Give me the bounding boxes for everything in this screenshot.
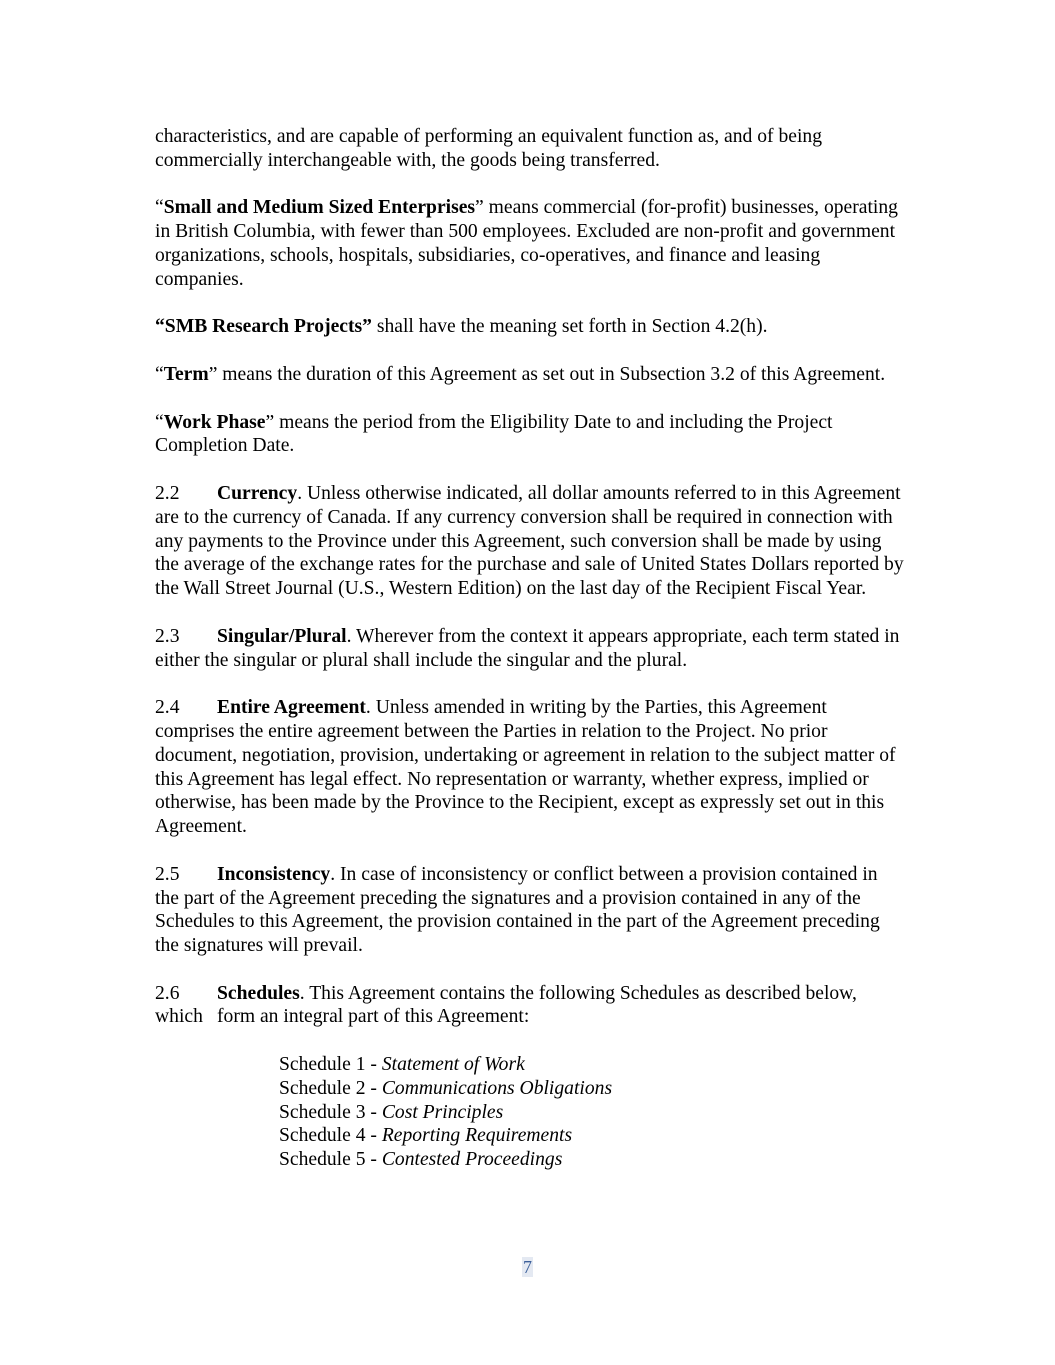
schedule-item <box>279 1148 905 1172</box>
section-2-6-schedules <box>155 982 905 1030</box>
section-heading: Inconsistency <box>217 863 331 885</box>
definition-smb-research-projects <box>155 315 905 339</box>
section-heading: Currency <box>217 482 298 504</box>
schedule-title: Statement of Work <box>381 1054 525 1076</box>
schedule-prefix: Schedule 2 - <box>279 1077 382 1099</box>
section-2-5-inconsistency <box>155 863 905 958</box>
definition-text: means the duration of this Agreement as set out in Subsection 3.2 of this Agreement. <box>217 363 886 385</box>
section-heading: Entire Agreement <box>217 697 366 719</box>
section-text: . This Agreement contains the following Schedules as described below, <box>299 982 857 1004</box>
defined-term: Small and Medium Sized Enterprises <box>163 197 476 219</box>
definition-text: means the period from the Eligibility Date to and including the Project Completion Date. <box>155 411 833 457</box>
section-text-continued: form an integral part of this Agreement: <box>217 1006 530 1028</box>
close-quote: ” <box>265 411 275 433</box>
schedule-prefix: Schedule 1 - <box>279 1054 382 1076</box>
section-heading: Schedules <box>217 982 300 1004</box>
definition-small-medium-enterprises <box>155 196 905 291</box>
schedule-item <box>279 1053 905 1077</box>
close-quote: ” <box>208 363 218 385</box>
section-text: . Wherever from the context it appears appropriate, each term stated in either the singular or plural shall include the singular and the plural. <box>155 625 900 671</box>
definition-work-phase <box>155 411 905 459</box>
schedule-prefix: Schedule 4 - <box>279 1125 382 1147</box>
section-number: 2.4 <box>155 697 180 719</box>
schedule-item <box>279 1124 905 1148</box>
page-number <box>0 1256 1055 1280</box>
schedule-title: Cost Principles <box>381 1101 504 1123</box>
schedule-item <box>279 1101 905 1125</box>
carryover-paragraph: characteristics, and are capable of performing an equivalent function as, and of being commercially interchangeable with, the goods being transferred. <box>155 126 822 171</box>
section-text: . Unless amended in writing by the Parties, this Agreement comprises the entire agreement between the Parties in relation to the Project. No prior document, negotiation, provision, undertaking or agreement in relation to the subject matter of this Agreement has legal effect. No representation or warranty, whether express, implied or otherwise, has been made by the Province to the Recipient, except as expressly set out in this Agreement. <box>155 697 896 838</box>
section-number: 2.5 <box>155 863 180 885</box>
schedule-prefix: Schedule 5 - <box>279 1149 382 1171</box>
section-number: 2.6 <box>155 982 180 1004</box>
section-2-2-currency <box>155 482 905 601</box>
schedule-prefix: Schedule 3 - <box>279 1101 382 1123</box>
definition-term <box>155 363 905 387</box>
open-quote: “ <box>155 411 164 433</box>
definition-text: shall have the meaning set forth in Section 4.2(h). <box>371 316 768 338</box>
open-quote: “ <box>155 363 164 385</box>
document-page <box>155 125 905 1172</box>
section-2-3-singular-plural <box>155 625 905 673</box>
schedule-title: Contested Proceedings <box>381 1149 563 1171</box>
section-text-lead: which <box>155 1006 203 1028</box>
close-quote: ” <box>475 197 484 219</box>
defined-term: Work Phase <box>163 411 266 433</box>
section-heading: Singular/Plural <box>217 625 347 647</box>
defined-term: “SMB Research Projects” <box>155 316 372 338</box>
section-2-4-entire-agreement <box>155 696 905 839</box>
section-number: 2.2 <box>155 482 180 504</box>
schedule-title: Communications Obligations <box>381 1077 613 1099</box>
page-number-value: 7 <box>523 1257 532 1277</box>
section-text: . Unless otherwise indicated, all dollar amounts referred to in this Agreement are to the currency of Canada. If any currency conversion shall be required in connection with any payments to the Province under this Agreement, such conversion shall be made by using the average of the exchange rates for the purchase and sale of United States Dollars reported by the Wall Street Journal (U.S., Western Edition) on the last day of the Recipient Fiscal Year. <box>155 482 904 600</box>
schedules-list <box>279 1053 905 1172</box>
open-quote: “ <box>155 197 164 219</box>
section-number: 2.3 <box>155 625 180 647</box>
schedule-title: Reporting Requirements <box>381 1125 573 1147</box>
schedule-item <box>279 1077 905 1101</box>
section-text: . In case of inconsistency or conflict between a provision contained in the part of the Agreement preceding the signatures and a provision contained in any of the Schedules to this Agreement, the provision contained in the part of the Agreement preceding the signatures will prevail. <box>155 863 880 957</box>
definition-text: means commercial (for-profit) businesses, operating in British Columbia, with fewer than 500 employees. Excluded are non-profit and government organizations, schools, hospitals, subsidiaries, co-operatives, and finance and leasing companies. <box>155 197 898 290</box>
defined-term: Term <box>163 363 209 385</box>
